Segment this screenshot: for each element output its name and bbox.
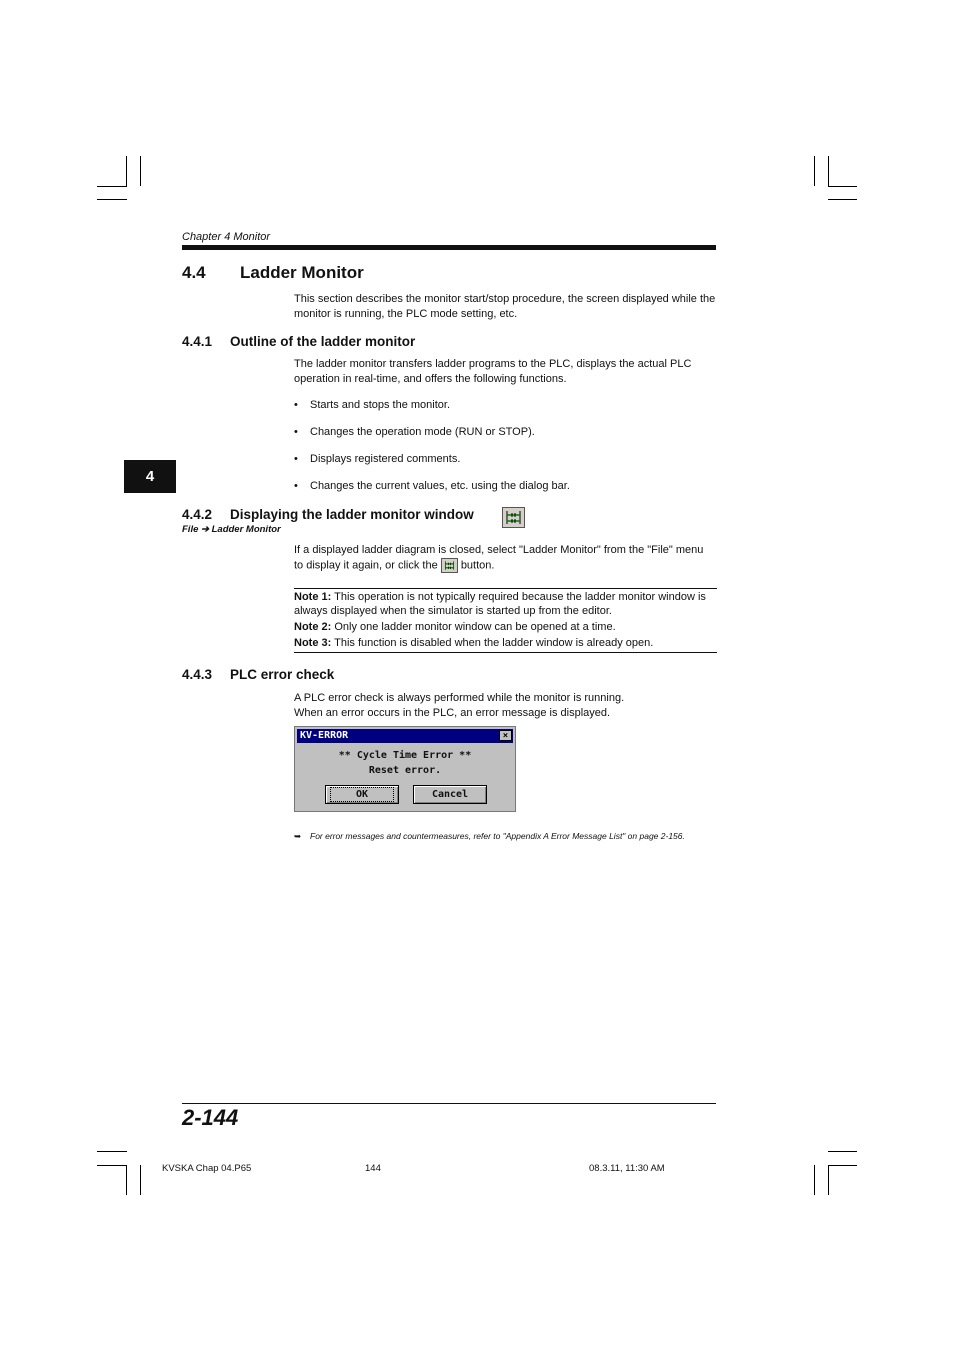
ok-button[interactable]: OK [325,785,399,804]
section-number: 4.4 [182,263,206,282]
chapter-tab: 4 [124,460,176,493]
footer-rule [182,1103,716,1104]
page-number: 2-144 [182,1105,239,1130]
header-rule [182,245,716,250]
list-item: • Displays registered comments. [294,453,461,465]
arrow-reference-icon: ➥ [294,831,302,841]
sub3-number: 4.4.3 [182,667,213,682]
dialog-title-bar [297,729,513,743]
sub2-title: Displaying the ladder monitor window [230,507,474,522]
ladder-monitor-icon [502,507,525,528]
note: Note 3: This function is disabled when the ladder window is already open. [294,637,654,649]
reference-note: ➥ For error messages and countermeasures, refer to "Appendix A Error Message List" on page 2-156. [294,831,685,841]
footer-timestamp: 08.3.11, 11:30 AM [589,1163,665,1174]
ladder-monitor-icon [441,558,458,573]
cancel-button[interactable]: Cancel [413,785,487,804]
dialog-message: Reset error. [368,765,442,776]
chapter-label: Chapter 4 Monitor [182,231,271,243]
sub1-heading [182,334,415,349]
list-item: • Changes the operation mode (RUN or STOP). [294,426,535,438]
sub2-number: 4.4.2 [182,507,213,522]
list-item: • Changes the current values, etc. using the dialog bar. [294,480,570,492]
section-heading [182,263,364,283]
list-item: • Starts and stops the monitor. [294,399,451,411]
sub1-number: 4.4.1 [182,334,213,349]
sub3-heading [182,667,334,682]
sub3-body: A PLC error check is always performed while the monitor is running. When an error occurs in the PLC, an error message is displayed. [294,692,625,719]
sub1-body: The ladder monitor transfers ladder programs to the PLC, displays the actual PLC operation in real-time, and offers the following functions. [294,358,692,385]
sub1-title: Outline of the ladder monitor [230,334,416,349]
sub2-body: If a displayed ladder diagram is closed, select "Ladder Monitor" from the "File" menu to display it again, or click the button. [294,544,704,571]
close-icon[interactable]: × [499,730,512,741]
note: Note 2: Only one ladder monitor window can be opened at a time. [294,621,616,633]
dialog-title: KV-ERROR [300,730,349,741]
dialog-message: ** Cycle Time Error ** [338,750,472,761]
section-intro: This section describes the monitor start/stop procedure, the screen displayed while the monitor is running, the PLC mode setting, etc. [294,293,716,320]
sub3-title: PLC error check [230,667,335,682]
sub2-heading [182,507,474,522]
notes-box [294,588,717,653]
error-dialog [294,726,516,812]
menu-path: File ➔ Ladder Monitor [182,524,281,535]
section-title: Ladder Monitor [240,263,364,282]
footer-file: KVSKA Chap 04.P65 [162,1163,252,1174]
footer-page: 144 [365,1163,381,1174]
note: Note 1: This operation is not typically required because the ladder monitor window is always displayed when the simulator is started up from the editor. [294,591,706,617]
